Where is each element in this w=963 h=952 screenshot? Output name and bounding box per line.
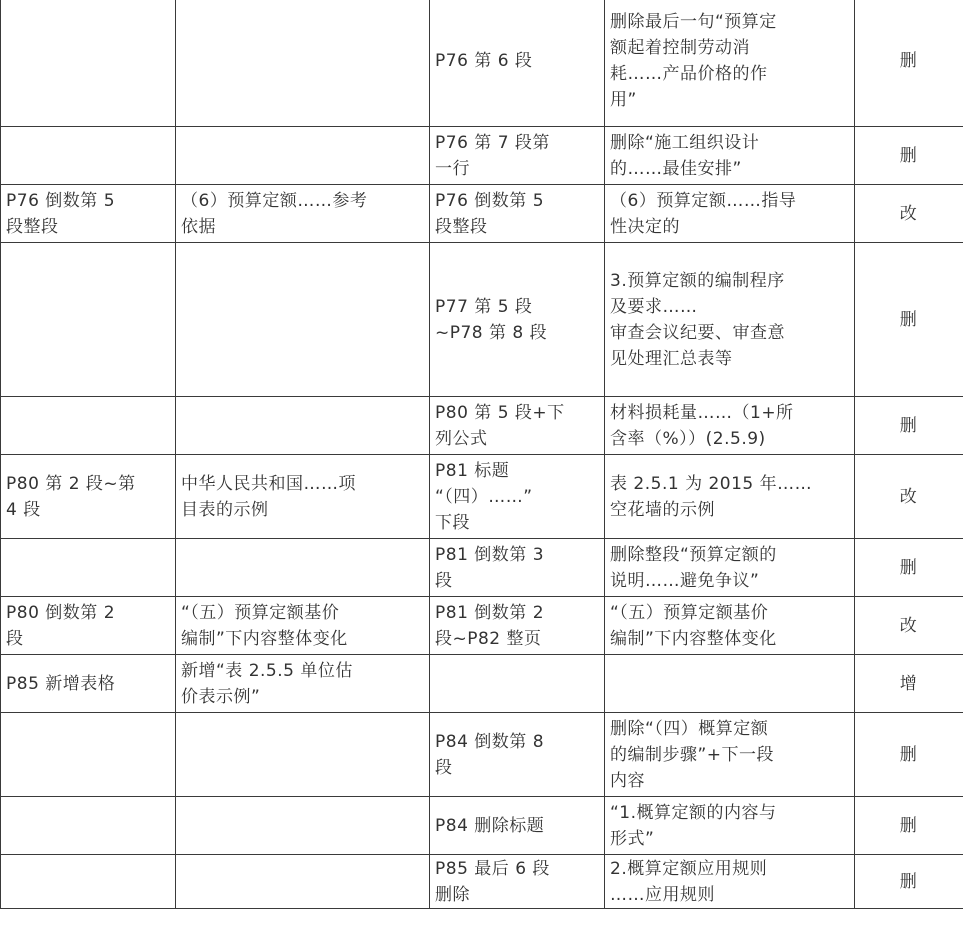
revision-table-body bbox=[1, 0, 963, 909]
action-cell: 改 bbox=[855, 185, 963, 243]
new-content-cell: 材料损耗量……（1+所 含率（%））(2.5.9) bbox=[605, 397, 855, 455]
table-row bbox=[1, 397, 963, 455]
old-content-cell bbox=[176, 539, 430, 597]
action-cell: 删 bbox=[855, 797, 963, 855]
new-content-cell: 删除“（四）概算定额 的编制步骤”+下一段 内容 bbox=[605, 713, 855, 797]
table-row bbox=[1, 127, 963, 185]
old-content-cell: 新增“表 2.5.5 单位估 价表示例” bbox=[176, 655, 430, 713]
new-location-cell: P77 第 5 段 ~P78 第 8 段 bbox=[430, 243, 605, 397]
new-location-cell: P81 标题 “（四）……” 下段 bbox=[430, 455, 605, 539]
action-cell: 删 bbox=[855, 539, 963, 597]
old-content-cell bbox=[176, 0, 430, 127]
table-row bbox=[1, 713, 963, 797]
action-cell: 删 bbox=[855, 713, 963, 797]
action-cell: 删 bbox=[855, 243, 963, 397]
old-content-cell: “（五）预算定额基价 编制”下内容整体变化 bbox=[176, 597, 430, 655]
old-content-cell bbox=[176, 713, 430, 797]
action-cell: 删 bbox=[855, 397, 963, 455]
new-content-cell: “（五）预算定额基价 编制”下内容整体变化 bbox=[605, 597, 855, 655]
old-content-cell bbox=[176, 243, 430, 397]
table-row bbox=[1, 185, 963, 243]
old-location-cell bbox=[1, 127, 176, 185]
table-row bbox=[1, 539, 963, 597]
new-location-cell: P84 删除标题 bbox=[430, 797, 605, 855]
old-location-cell: P80 倒数第 2 段 bbox=[1, 597, 176, 655]
new-content-cell bbox=[605, 655, 855, 713]
new-content-cell: （6）预算定额……指导 性决定的 bbox=[605, 185, 855, 243]
table-row bbox=[1, 855, 963, 909]
old-location-cell bbox=[1, 397, 176, 455]
table-row bbox=[1, 0, 963, 127]
new-content-cell: 3.预算定额的编制程序 及要求…… 审查会议纪要、审查意 见处理汇总表等 bbox=[605, 243, 855, 397]
old-location-cell bbox=[1, 0, 176, 127]
old-content-cell: （6）预算定额……参考 依据 bbox=[176, 185, 430, 243]
table-row bbox=[1, 597, 963, 655]
action-cell: 删 bbox=[855, 0, 963, 127]
action-cell: 删 bbox=[855, 855, 963, 909]
new-location-cell: P84 倒数第 8 段 bbox=[430, 713, 605, 797]
action-cell: 改 bbox=[855, 455, 963, 539]
new-content-cell: 2.概算定额应用规则 ……应用规则 bbox=[605, 855, 855, 909]
new-content-cell: “1.概算定额的内容与 形式” bbox=[605, 797, 855, 855]
old-location-cell: P80 第 2 段~第 4 段 bbox=[1, 455, 176, 539]
new-location-cell: P76 倒数第 5 段整段 bbox=[430, 185, 605, 243]
new-location-cell: P85 最后 6 段 删除 bbox=[430, 855, 605, 909]
old-location-cell bbox=[1, 797, 176, 855]
table-row bbox=[1, 797, 963, 855]
old-location-cell: P76 倒数第 5 段整段 bbox=[1, 185, 176, 243]
old-location-cell bbox=[1, 539, 176, 597]
action-cell: 增 bbox=[855, 655, 963, 713]
old-content-cell bbox=[176, 797, 430, 855]
old-content-cell: 中华人民共和国……项 目表的示例 bbox=[176, 455, 430, 539]
new-content-cell: 删除“施工组织设计 的……最佳安排” bbox=[605, 127, 855, 185]
new-content-cell: 表 2.5.1 为 2015 年…… 空花墙的示例 bbox=[605, 455, 855, 539]
new-content-cell: 删除整段“预算定额的 说明……避免争议” bbox=[605, 539, 855, 597]
table-row bbox=[1, 243, 963, 397]
table-row bbox=[1, 655, 963, 713]
new-location-cell: P81 倒数第 2 段~P82 整页 bbox=[430, 597, 605, 655]
old-location-cell bbox=[1, 713, 176, 797]
new-location-cell bbox=[430, 655, 605, 713]
new-location-cell: P76 第 7 段第 一行 bbox=[430, 127, 605, 185]
old-location-cell bbox=[1, 243, 176, 397]
action-cell: 删 bbox=[855, 127, 963, 185]
new-content-cell: 删除最后一句“预算定 额起着控制劳动消 耗……产品价格的作 用” bbox=[605, 0, 855, 127]
action-cell: 改 bbox=[855, 597, 963, 655]
new-location-cell: P76 第 6 段 bbox=[430, 0, 605, 127]
new-location-cell: P81 倒数第 3 段 bbox=[430, 539, 605, 597]
old-content-cell bbox=[176, 127, 430, 185]
old-content-cell bbox=[176, 855, 430, 909]
old-content-cell bbox=[176, 397, 430, 455]
table-row bbox=[1, 455, 963, 539]
new-location-cell: P80 第 5 段+下 列公式 bbox=[430, 397, 605, 455]
old-location-cell: P85 新增表格 bbox=[1, 655, 176, 713]
old-location-cell bbox=[1, 855, 176, 909]
